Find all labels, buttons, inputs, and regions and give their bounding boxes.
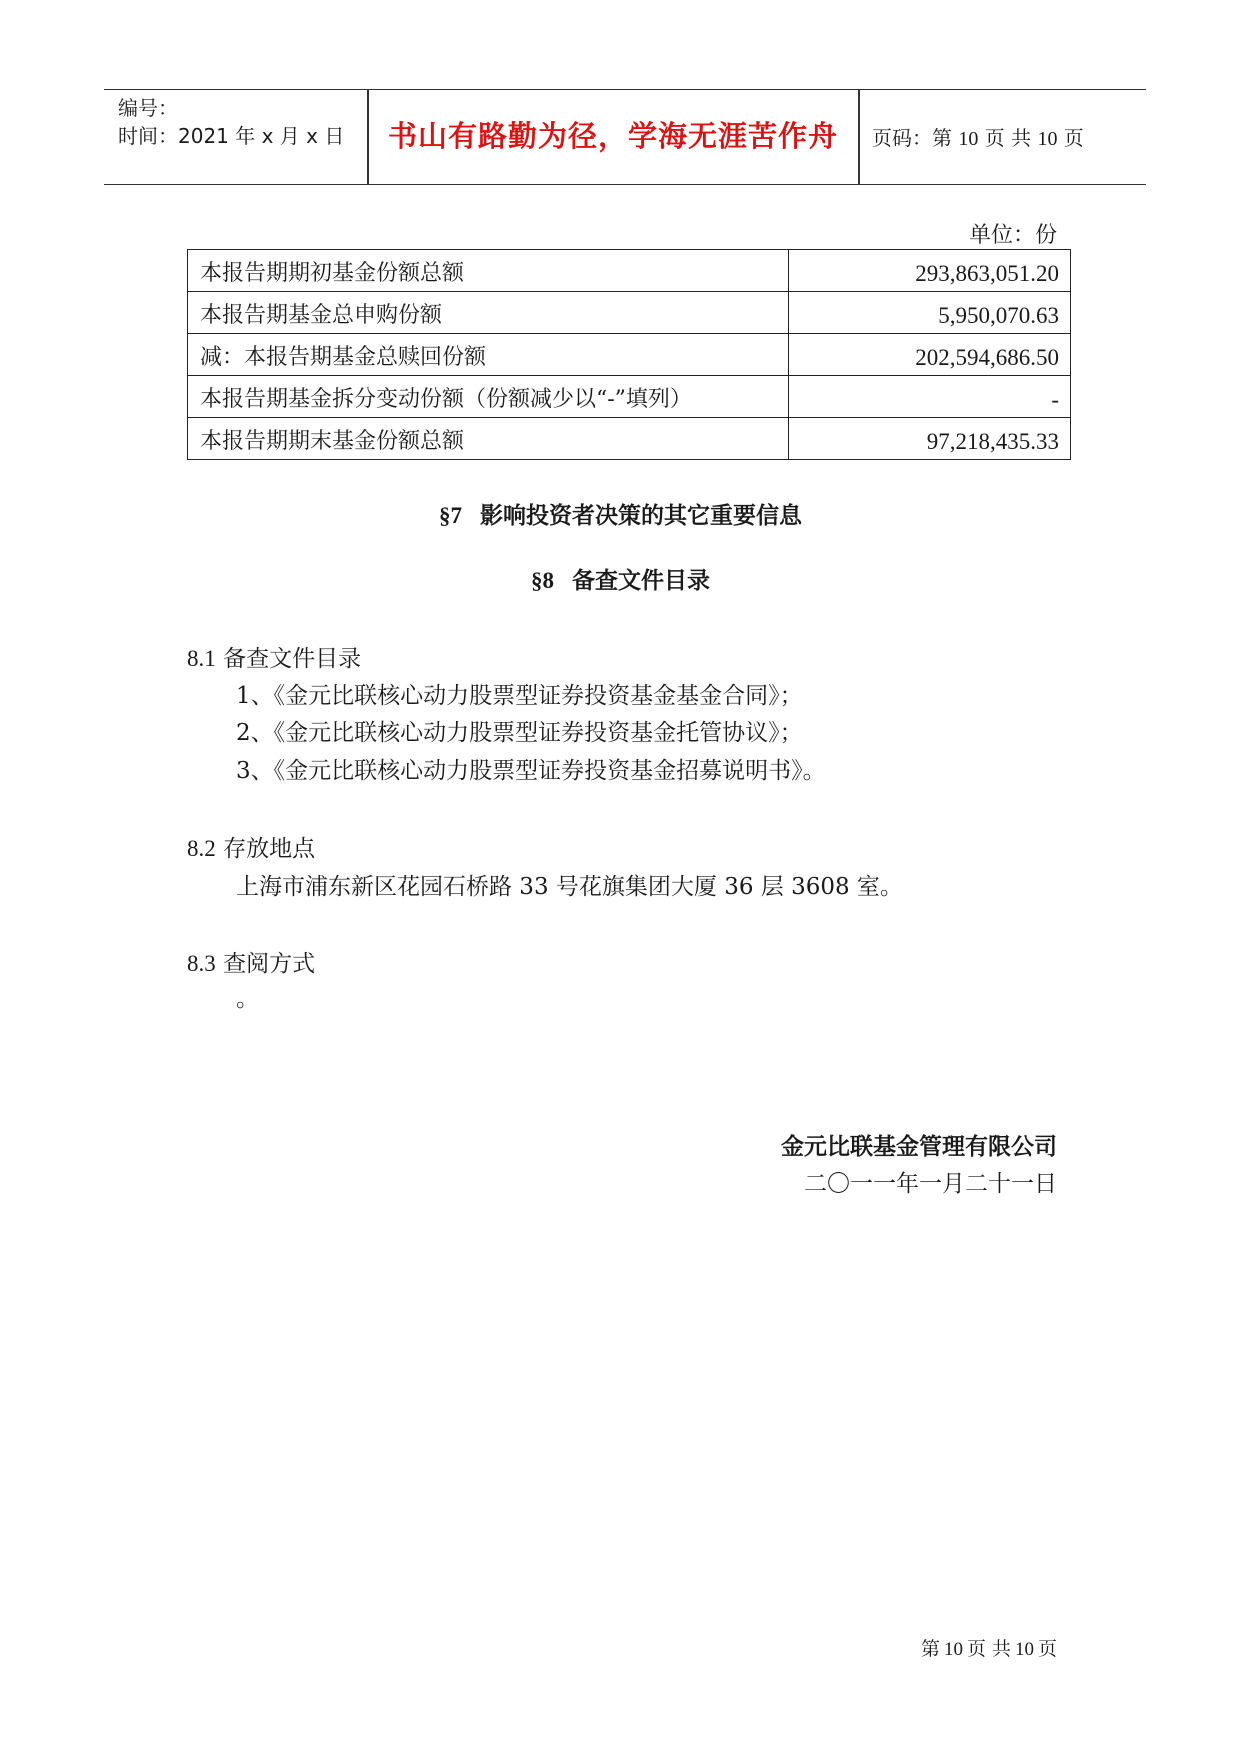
fund-share-table bbox=[187, 249, 1071, 460]
section-8-heading bbox=[0, 562, 1241, 595]
page-footer bbox=[921, 1634, 1057, 1661]
storage-location-text: 上海市浦东新区花园石桥路 33 号花旗集团大厦 36 层 3608 室。 bbox=[236, 874, 903, 900]
subsection-8-3-title: 查阅方式 bbox=[223, 951, 316, 977]
footer-page-current: 10 bbox=[943, 1639, 963, 1660]
row-value: 293,863,051.20 bbox=[789, 250, 1071, 292]
header-page-current: 10 bbox=[958, 128, 979, 150]
table-row bbox=[188, 376, 1071, 418]
header-page-prefix: 页码：第 bbox=[872, 126, 952, 150]
row-label: 本报告期基金拆分变动份额（份额减少以“-”填列） bbox=[188, 376, 789, 418]
header-motto: 书山有路勤为径，学海无涯苦作舟 bbox=[387, 119, 838, 153]
page-header bbox=[104, 89, 1146, 185]
row-label: 减：本报告期基金总赎回份额 bbox=[188, 334, 789, 376]
row-label: 本报告期基金总申购份额 bbox=[188, 292, 789, 334]
subsection-8-1-number: 8.1 bbox=[187, 646, 216, 671]
section-7-title: 影响投资者决策的其它重要信息 bbox=[480, 502, 802, 529]
header-meta bbox=[118, 94, 344, 150]
section-7-number: §7 bbox=[439, 503, 462, 528]
row-label: 本报告期期初基金份额总额 bbox=[188, 250, 789, 292]
footer-mid: 页 共 bbox=[966, 1638, 1011, 1660]
row-value: - bbox=[789, 376, 1071, 418]
table-row bbox=[188, 292, 1071, 334]
row-value: 5,950,070.63 bbox=[789, 292, 1071, 334]
company-signature: 金元比联基金管理有限公司 bbox=[781, 1133, 1057, 1160]
footer-page-total: 10 bbox=[1014, 1639, 1034, 1660]
header-divider bbox=[858, 90, 860, 184]
signature-date: 二〇一一年一月二十一日 bbox=[804, 1171, 1057, 1197]
footer-suffix: 页 bbox=[1037, 1638, 1057, 1660]
reference-document-item: 1、《金元比联核心动力股票型证券投资基金基金合同》； bbox=[236, 683, 803, 709]
section-7-heading bbox=[0, 497, 1241, 530]
section-8-number: §8 bbox=[531, 568, 554, 593]
subsection-8-1-title: 备查文件目录 bbox=[223, 646, 362, 672]
inspection-method-text: 。 bbox=[236, 986, 259, 1012]
reference-document-item: 2、《金元比联核心动力股票型证券投资基金托管协议》； bbox=[236, 720, 803, 746]
header-page-suffix: 页 bbox=[1063, 126, 1084, 150]
section-8-title: 备查文件目录 bbox=[572, 567, 710, 594]
row-value: 202,594,686.50 bbox=[789, 334, 1071, 376]
document-number-label: 编号： bbox=[118, 96, 178, 120]
table-row bbox=[188, 334, 1071, 376]
table-row bbox=[188, 418, 1071, 460]
subsection-8-3-heading bbox=[187, 945, 315, 978]
table-row bbox=[188, 250, 1071, 292]
header-page-mid: 页 共 bbox=[984, 126, 1032, 150]
fund-share-table-body bbox=[188, 250, 1071, 460]
row-value: 97,218,435.33 bbox=[789, 418, 1071, 460]
header-page-indicator bbox=[872, 122, 1084, 151]
document-time-label: 时间：2021 年 x 月 x 日 bbox=[118, 124, 345, 148]
reference-document-item: 3、《金元比联核心动力股票型证券投资基金招募说明书》。 bbox=[236, 758, 826, 784]
subsection-8-2-number: 8.2 bbox=[187, 836, 216, 861]
subsection-8-3-number: 8.3 bbox=[187, 951, 216, 976]
unit-label: 单位：份 bbox=[968, 223, 1057, 248]
subsection-8-2-heading bbox=[187, 830, 315, 863]
header-page-total: 10 bbox=[1037, 128, 1058, 150]
subsection-8-1-heading bbox=[187, 640, 361, 673]
subsection-8-2-title: 存放地点 bbox=[223, 836, 316, 862]
row-label: 本报告期期末基金份额总额 bbox=[188, 418, 789, 460]
footer-prefix: 第 bbox=[920, 1638, 940, 1660]
